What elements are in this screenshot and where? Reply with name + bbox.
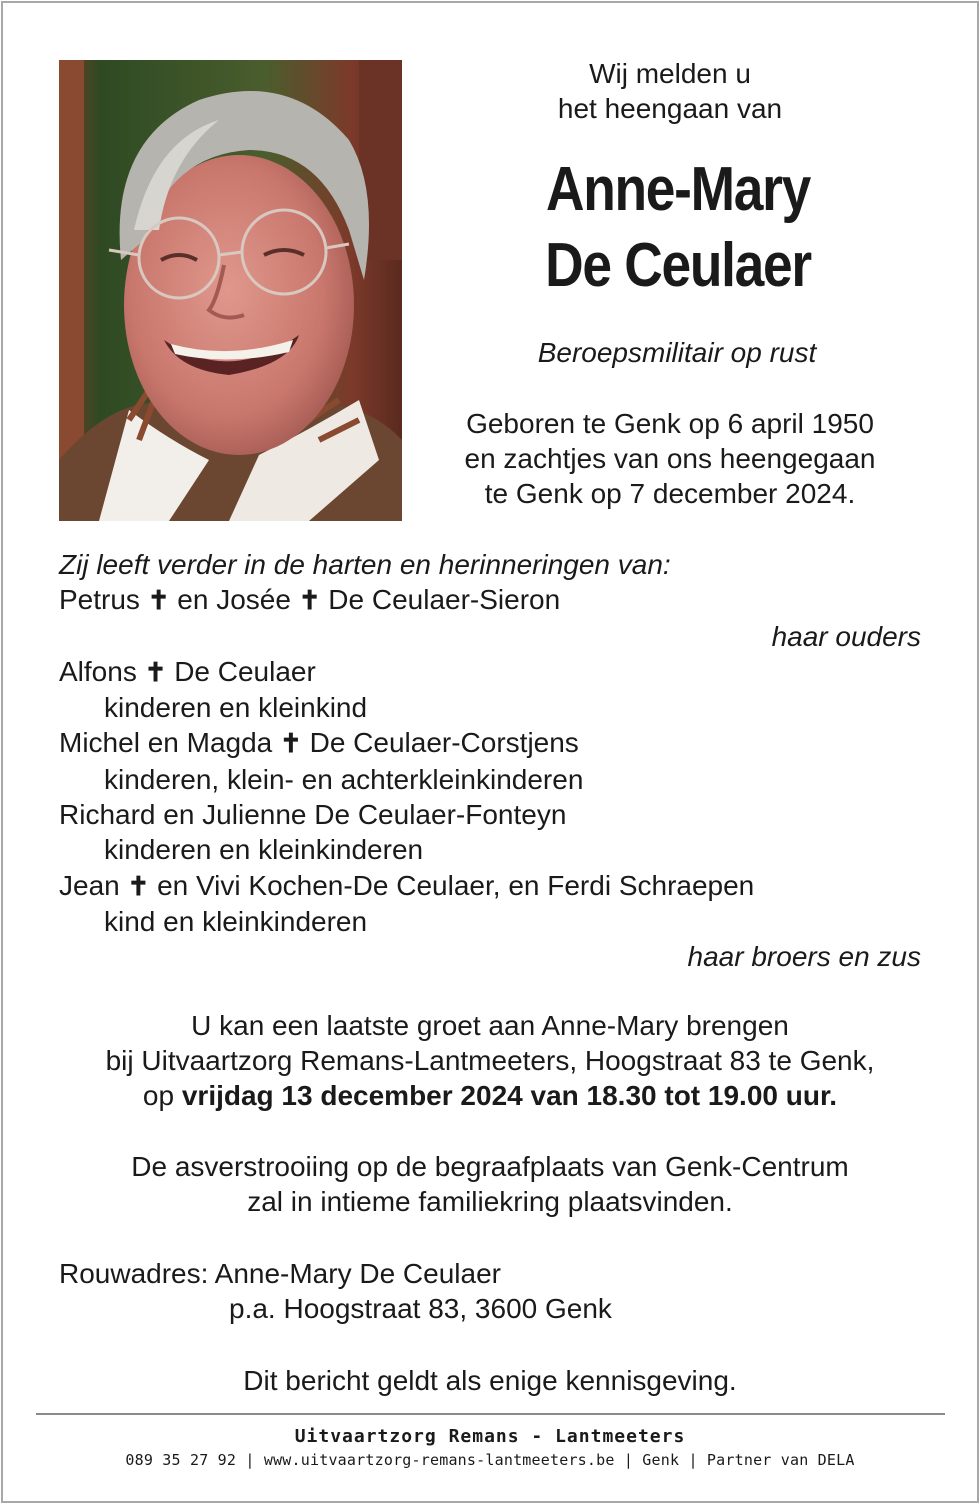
parent-mother: en Josée [177, 584, 291, 616]
funeral-home-contact: 089 35 27 92 | www.uitvaartzorg-remans-lantmeeters.be | Genk | Partner van DELA [125, 1451, 855, 1469]
profession: Beroepsmilitair op rust [537, 337, 817, 368]
cross-icon: ✝ [144, 656, 167, 687]
intro-text [470, 56, 870, 126]
sibling-2-descendants: kinderen, klein- en achterkleinkinderen [104, 763, 584, 795]
sibling-1-descendants: kinderen en kleinkind [104, 692, 368, 724]
address-line-2: p.a. Hoogstraat 83, 3600 Genk [229, 1293, 612, 1324]
mourning-address [59, 1256, 859, 1326]
visit-prefix: op [142, 1080, 175, 1111]
sibling-3-descendants: kinderen en kleinkinderen [104, 834, 424, 866]
birth-line: Geboren te Genk op 6 april 1950 [466, 408, 874, 439]
life-dates [420, 406, 920, 511]
parents-surname: De Ceulaer-Sieron [328, 584, 561, 616]
cross-icon: ✝ [298, 585, 321, 616]
family-intro: Zij leeft verder in de harten en herinneringen van: [59, 549, 671, 580]
deceased-first-name: Anne-Mary [546, 155, 810, 224]
footer-divider [36, 1413, 945, 1415]
cross-icon: ✝ [280, 728, 302, 759]
siblings-role: haar broers en zus [687, 941, 921, 973]
notice-text: Dit bericht geldt als enige kennisgeving. [243, 1365, 737, 1396]
sibling-4 [59, 868, 921, 904]
visit-line-1: U kan een laatste groet aan Anne-Mary brengen [191, 1010, 789, 1041]
sibling-1-name: Alfons [59, 655, 137, 687]
sibling-3: Richard en Julienne De Ceulaer-Fonteyn [59, 799, 567, 831]
visit-date-time: vrijdag 13 december 2024 van 18.30 tot 19.00 uur. [181, 1080, 838, 1111]
sibling-2 [59, 725, 921, 761]
death-line-1: en zachtjes van ons heengegaan [464, 443, 876, 474]
funeral-home-name: Uitvaartzorg Remans - Lantmeeters [294, 1426, 686, 1447]
ashes-line-1: De asverstrooiing op de begraafplaats van Genk-Centrum [131, 1151, 849, 1182]
deceased-name [506, 152, 850, 304]
sibling-4-descendants: kind en kleinkinderen [104, 905, 368, 937]
parents-line [59, 582, 921, 618]
sibling-2-name: Michel en Magda [59, 727, 273, 759]
cross-icon: ✝ [127, 870, 150, 901]
sibling-1-surname: De Ceulaer [174, 655, 316, 687]
sibling-2-surname: De Ceulaer-Corstjens [309, 727, 579, 759]
sibling-1 [59, 654, 921, 690]
visit-line-3 [40, 1078, 940, 1113]
visit-line-2: bij Uitvaartzorg Remans-Lantmeeters, Hoogstraat 83 te Genk, [105, 1045, 875, 1076]
cross-icon: ✝ [147, 585, 170, 616]
intro-line-1: Wij melden u [589, 58, 751, 89]
deceased-last-name: De Ceulaer [545, 231, 811, 300]
address-line-1: Rouwadres: Anne-Mary De Ceulaer [59, 1258, 501, 1289]
visitation-info [40, 1008, 940, 1113]
sibling-4-name: Jean [59, 869, 120, 901]
sibling-4-rest: en Vivi Kochen-De Ceulaer, en Ferdi Schraepen [157, 869, 755, 901]
ashes-line-2: zal in intieme familiekring plaatsvinden. [247, 1186, 733, 1217]
family-list [59, 547, 921, 975]
parent-father: Petrus [59, 584, 140, 616]
portrait-illustration [59, 60, 402, 521]
parents-role: haar ouders [771, 620, 921, 652]
portrait-photo [59, 60, 402, 521]
intro-line-2: het heengaan van [557, 93, 783, 124]
death-line-2: te Genk op 7 december 2024. [484, 478, 856, 509]
ash-scattering-info [40, 1149, 940, 1219]
